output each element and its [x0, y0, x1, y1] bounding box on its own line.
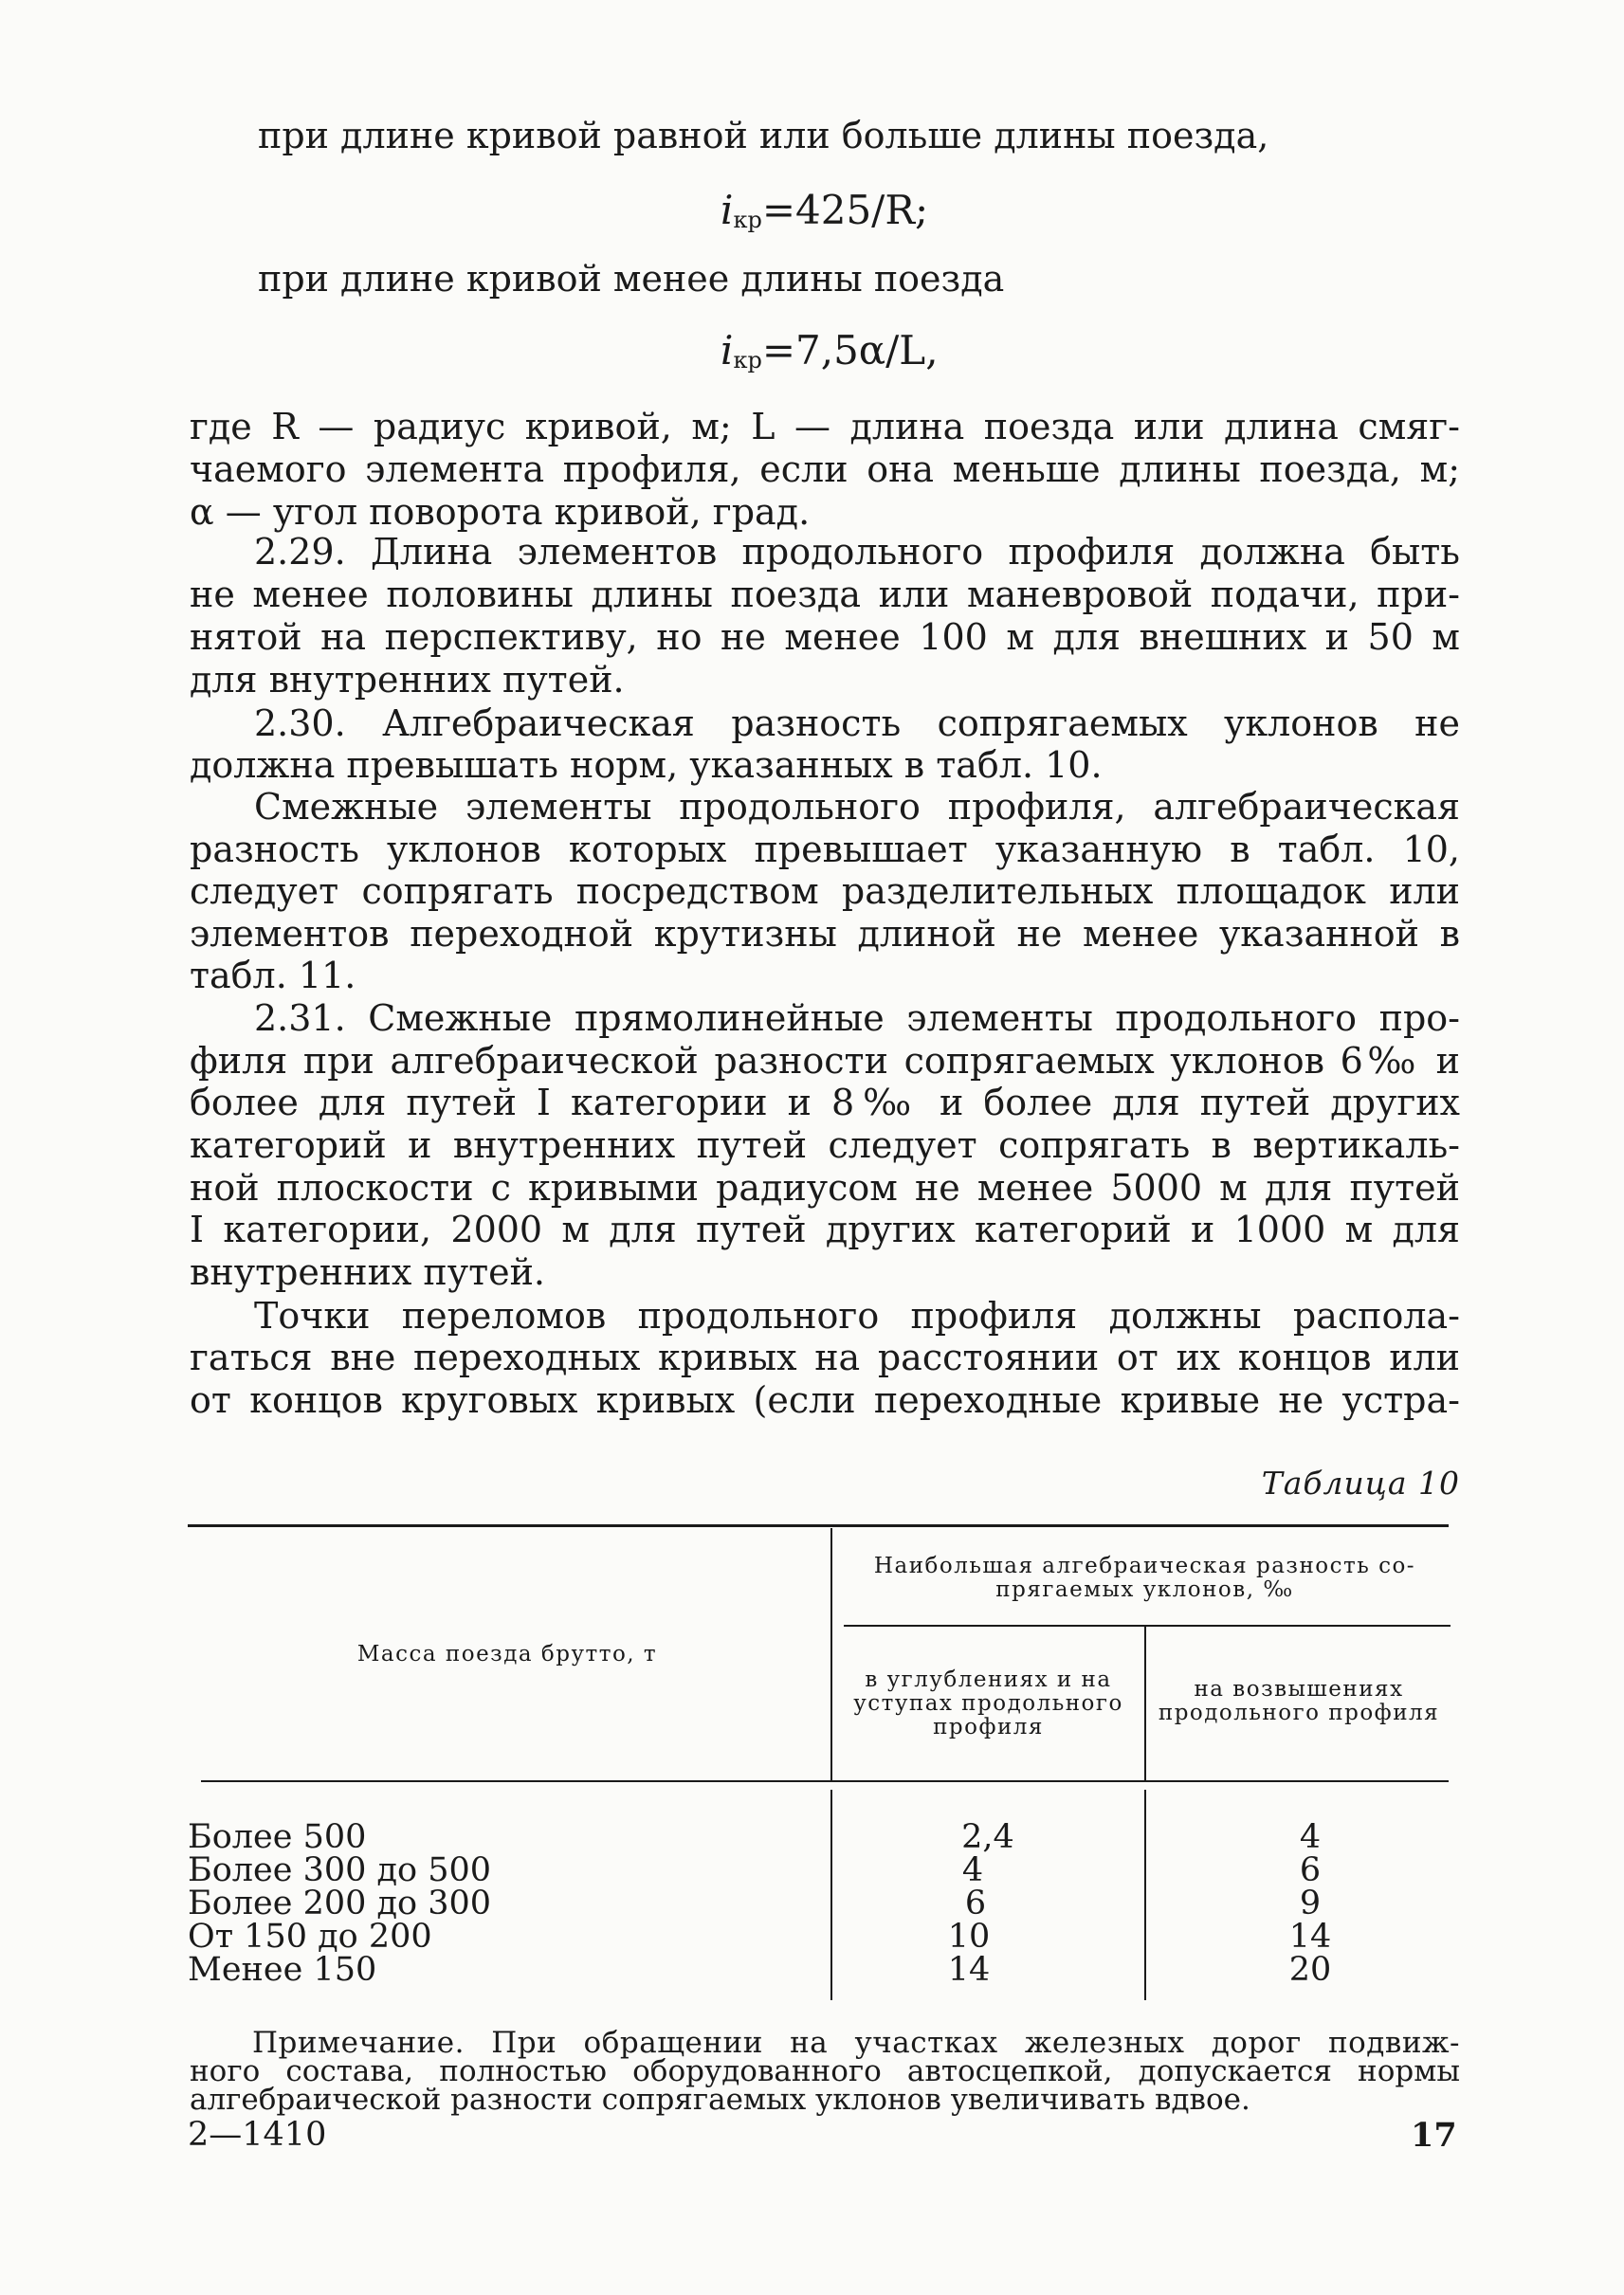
column-header-rise-line: продольного профиля — [1158, 1701, 1440, 1725]
formula-expression: =7,5α/L, — [761, 327, 939, 373]
text-line: Смежные элементы продольного профиля, алгебраическая — [254, 786, 1460, 828]
table-cell-mass: От 150 до 200 — [188, 1918, 432, 1956]
text-line: разность уклонов которых превышает указанную в табл. 10, — [190, 829, 1460, 870]
table-cell-dip: 14 — [947, 1951, 991, 1989]
text-line: где R — радиус кривой, м; L — длина поезда или длина смяг- — [190, 406, 1460, 447]
subheader-vertical-rule — [1144, 1627, 1146, 1782]
table-cell-mass: Более 200 до 300 — [188, 1885, 492, 1922]
text-line: более для путей I категории и 8‰ и более для путей других — [190, 1082, 1460, 1123]
header-bottom-rule — [201, 1780, 1449, 1782]
table-cell-mass: Менее 150 — [188, 1951, 377, 1989]
text-line: при длине кривой менее длины поезда — [258, 258, 1005, 300]
group-header-line: Наибольшая алгебраическая разность со- — [873, 1554, 1416, 1578]
table-cell-rise: 14 — [1288, 1918, 1332, 1956]
formula-subscript: кр — [733, 347, 762, 373]
table-cell-dip: 2,4 — [961, 1818, 1014, 1856]
table-cell-mass: Более 300 до 500 — [188, 1851, 492, 1889]
table-top-rule — [188, 1524, 1449, 1527]
text-line: α — угол поворота кривой, град. — [190, 491, 811, 533]
text-line: для внутренних путей. — [190, 659, 625, 701]
column-header-dip-line: профиля — [933, 1715, 1044, 1739]
text-line: не менее половины длины поезда или маневровой подачи, при- — [190, 574, 1460, 615]
table-note-line: ного состава, полностью оборудованного автосцепкой, допускается нормы — [190, 2054, 1460, 2088]
text-line: нятой на перспективу, но не менее 100 м для внешних и 50 м — [190, 616, 1460, 658]
text-line: табл. 11. — [190, 955, 356, 996]
formula-expression: =425/R; — [761, 187, 929, 233]
formula-subscript: кр — [733, 207, 762, 233]
table-cell-rise: 20 — [1288, 1951, 1332, 1989]
table-cell-dip: 10 — [947, 1918, 991, 1956]
column-header-dip-line: в углублениях и на — [865, 1667, 1112, 1692]
text-line: 2.30. Алгебраическая разность сопрягаемых уклонов не — [254, 702, 1460, 744]
body-vertical-rule-2 — [1144, 1790, 1146, 2000]
table-cell-rise: 9 — [1299, 1885, 1322, 1922]
group-header-rule — [844, 1625, 1451, 1627]
table-cell-rise: 6 — [1299, 1851, 1322, 1889]
formula-symbol: i — [721, 187, 734, 233]
table-cell-dip: 4 — [961, 1851, 984, 1889]
column-header-dip-line: уступах продольного — [853, 1691, 1123, 1716]
table-cell-mass: Более 500 — [188, 1818, 367, 1856]
text-line: от концов круговых кривых (если переходные кривые не устра- — [190, 1379, 1460, 1421]
column-header-mass: Масса поезда брутто, т — [356, 1642, 658, 1667]
text-line: чаемого элемента профиля, если она меньше длины поезда, м; — [190, 448, 1460, 490]
header-vertical-rule — [830, 1528, 832, 1782]
text-line: 2.31. Смежные прямолинейные элементы продольного про- — [254, 997, 1460, 1039]
signature-mark: 2—1410 — [188, 2116, 327, 2154]
text-line: ной плоскости с кривыми радиусом не менее 5000 м для путей — [190, 1167, 1460, 1209]
text-line: следует сопрягать посредством разделительных площадок или — [190, 870, 1460, 912]
page-number: 17 — [1411, 2116, 1457, 2155]
table-caption: Таблица 10 — [1261, 1465, 1460, 1502]
text-line: должна превышать норм, указанных в табл. 10. — [190, 744, 1103, 786]
formula-symbol: i — [721, 327, 734, 373]
text-line: категорий и внутренних путей следует сопрягать в вертикаль- — [190, 1124, 1460, 1166]
text-line: внутренних путей. — [190, 1251, 546, 1293]
body-vertical-rule-1 — [830, 1790, 832, 2000]
column-header-rise-line: на возвышениях — [1194, 1677, 1404, 1702]
table-cell-rise: 4 — [1299, 1818, 1322, 1856]
table-note-line: Примечание. При обращении на участках железных дорог подвиж- — [252, 2026, 1460, 2060]
text-line: филя при алгебраической разности сопрягаемых уклонов 6‰ и — [190, 1040, 1460, 1082]
text-line: элементов переходной крутизны длиной не менее указанной в — [190, 913, 1460, 955]
text-line: Точки переломов продольного профиля должны распола- — [254, 1295, 1460, 1337]
group-header-line: прягаемых уклонов, ‰ — [995, 1577, 1294, 1602]
table-cell-dip: 6 — [964, 1885, 987, 1922]
formula-curve-short — [721, 327, 939, 384]
text-line: гаться вне переходных кривых на расстоянии от их концов или — [190, 1337, 1460, 1378]
formula-curve-long — [721, 187, 928, 244]
text-line: I категории, 2000 м для путей других категорий и 1000 м для — [190, 1209, 1460, 1250]
text-line: при длине кривой равной или больше длины поезда, — [258, 115, 1269, 156]
text-line: 2.29. Длина элементов продольного профиля должна быть — [254, 531, 1460, 573]
table-note-line: алгебраической разности сопрягаемых уклонов увеличивать вдвое. — [190, 2083, 1250, 2117]
